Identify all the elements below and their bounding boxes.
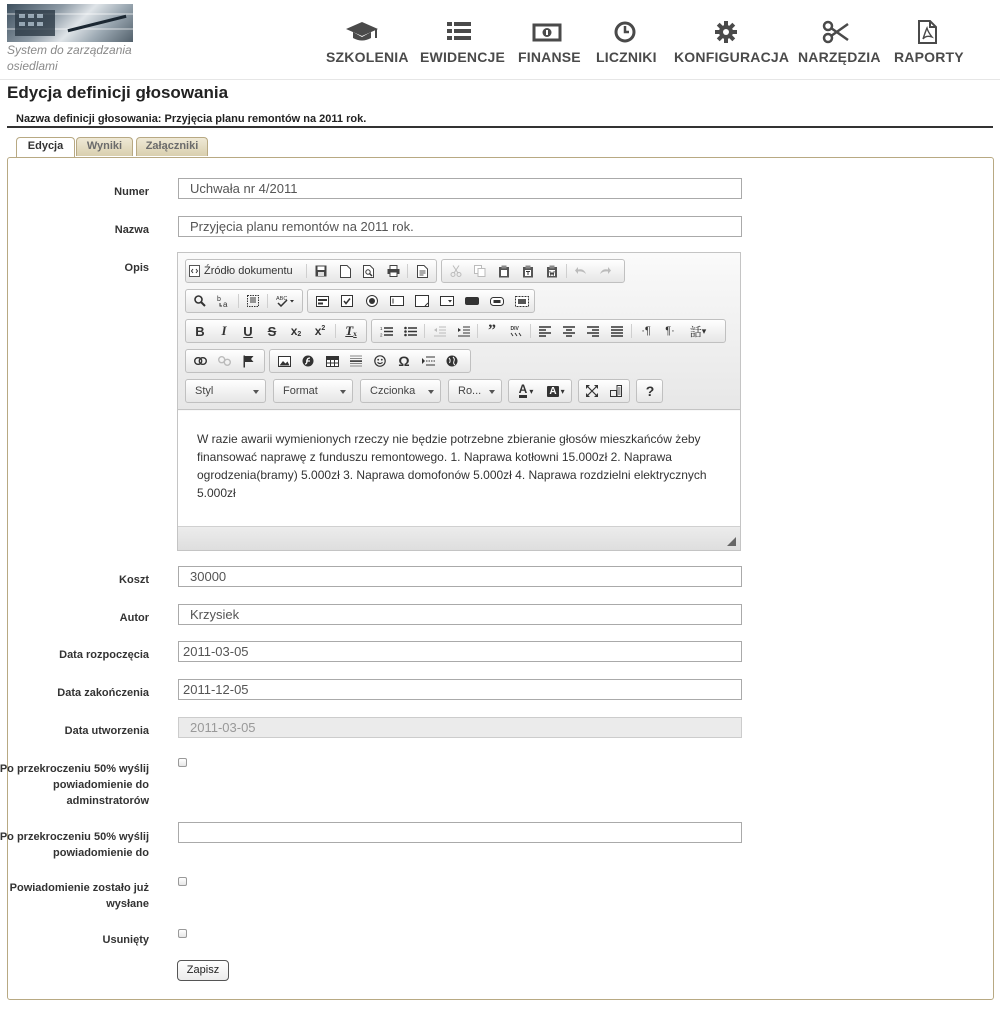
text-color-icon: A	[518, 382, 528, 396]
koszt-label: Koszt	[119, 574, 149, 586]
toolbar-group-colors	[508, 379, 572, 403]
toolbar-group-paragraph	[371, 319, 726, 343]
source-label: Źródło dokumentu	[204, 265, 293, 277]
justify-icon[interactable]	[606, 322, 628, 340]
anchor-flag-icon[interactable]	[237, 352, 259, 370]
horizontal-rule-icon[interactable]	[345, 352, 367, 370]
created-date-input: 2011-03-05	[178, 717, 742, 738]
format-dropdown[interactable]	[273, 379, 353, 403]
find-icon[interactable]	[189, 292, 211, 310]
app-tagline: System do zarządzania osiedlami	[7, 43, 132, 73]
save-icon[interactable]	[310, 262, 332, 280]
svg-text:a: a	[223, 299, 228, 308]
bold-icon[interactable]: B	[195, 323, 205, 339]
notify-admins-label: Po przekroczeniu 50% wyślij powiadomienie do adminstratorów	[0, 763, 149, 807]
background-color-icon: A	[549, 385, 557, 397]
definition-name: Nazwa definicji głosowania: Przyjęcia planu remontów na 2011 rok.	[16, 113, 367, 125]
nav-label: RAPORTY	[894, 49, 964, 65]
editor-statusbar	[178, 526, 740, 550]
notify-admins-checkbox[interactable]	[178, 758, 187, 767]
toolbar-group-document	[185, 259, 437, 283]
toolbar-group-forms	[307, 289, 535, 313]
nav-item-finanse[interactable]	[518, 20, 581, 65]
special-char-icon[interactable]: Ω	[398, 353, 410, 369]
toolbar-group-insert	[269, 349, 471, 373]
blockquote-icon[interactable]: ”	[488, 322, 496, 339]
superscript-icon[interactable]: x 2	[314, 324, 326, 338]
help-icon[interactable]: ?	[645, 383, 655, 399]
nav-item-konfiguracja[interactable]	[674, 20, 790, 65]
editor-toolbar	[178, 253, 740, 410]
gear-icon	[674, 20, 778, 44]
svg-text:1: 1	[379, 325, 383, 331]
font-dropdown[interactable]	[360, 379, 441, 403]
copy-icon[interactable]	[469, 262, 491, 280]
toolbar-group-tools	[578, 379, 630, 403]
font-size-dropdown-label: Ro...	[458, 385, 482, 397]
nav-label: LICZNIKI	[596, 49, 657, 65]
list-icon	[420, 20, 498, 44]
rich-text-editor	[177, 252, 741, 551]
tab-wyniki[interactable]: Wyniki	[76, 137, 133, 156]
language-icon[interactable]: 話 ▾	[689, 324, 707, 339]
toolbar-group-about	[636, 379, 663, 403]
page-break-icon[interactable]	[417, 352, 439, 370]
cut-icon[interactable]	[445, 262, 467, 280]
chevron-down-icon	[340, 390, 346, 394]
image-icon[interactable]	[273, 352, 295, 370]
nav-label: KONFIGURACJA	[674, 49, 790, 65]
new-page-icon[interactable]	[334, 262, 356, 280]
style-dropdown[interactable]	[185, 379, 266, 403]
paste-text-icon[interactable]	[517, 262, 539, 280]
opis-label: Opis	[124, 262, 149, 274]
font-dropdown-label: Czcionka	[370, 385, 416, 397]
end-date-label: Data zakończenia	[57, 687, 149, 699]
toolbar-group-clipboard	[441, 259, 625, 283]
align-right-icon[interactable]	[582, 322, 604, 340]
tab-edycja[interactable]: Edycja	[16, 137, 75, 157]
strikethrough-icon[interactable]: S	[267, 323, 277, 339]
ltr-icon[interactable]: ·¶	[641, 325, 651, 337]
paste-word-icon[interactable]	[541, 262, 563, 280]
created-date-label: Data utworzenia	[64, 725, 149, 737]
undo-icon[interactable]	[570, 262, 592, 280]
deleted-label: Usunięty	[102, 934, 149, 946]
select-all-icon[interactable]	[242, 292, 264, 310]
nazwa-input[interactable]: Przyjęcia planu remontów na 2011 rok.	[178, 216, 742, 237]
textarea-icon[interactable]	[411, 292, 433, 310]
notify-to-input[interactable]	[178, 822, 742, 843]
indent-icon[interactable]	[452, 322, 474, 340]
end-date-input[interactable]: 2011-12-05	[178, 679, 742, 700]
nav-label: EWIDENCJE	[420, 49, 506, 65]
source-icon	[189, 265, 200, 277]
nav-label: NARZĘDZIA	[798, 49, 881, 65]
subscript-icon[interactable]: x 2	[290, 324, 302, 338]
background-color-button[interactable]: A ▾	[549, 385, 565, 397]
italic-icon[interactable]: I	[221, 323, 227, 338]
text-field-icon[interactable]	[386, 292, 408, 310]
outdent-icon[interactable]	[428, 322, 450, 340]
redo-icon[interactable]	[594, 262, 616, 280]
iframe-icon[interactable]	[441, 352, 463, 370]
underline-icon[interactable]: U	[243, 323, 253, 339]
format-dropdown-label: Format	[283, 385, 318, 397]
autor-input[interactable]: Krzysiek	[178, 604, 742, 625]
nav-label: FINANSE	[518, 49, 581, 65]
notify-to-label: Po przekroczeniu 50% wyślij powiadomienie do	[0, 831, 149, 859]
font-size-dropdown[interactable]	[448, 379, 502, 403]
show-blocks-icon[interactable]	[605, 382, 627, 400]
rtl-icon[interactable]: ¶·	[665, 325, 675, 337]
numer-input[interactable]: Uchwała nr 4/2011	[178, 178, 742, 199]
notification-sent-label: Powiadomienie zostało już wysłane	[9, 882, 149, 910]
preview-icon[interactable]	[358, 262, 380, 280]
svg-text:2: 2	[379, 332, 383, 337]
smiley-icon[interactable]	[369, 352, 391, 370]
chevron-down-icon	[253, 390, 259, 394]
clock-icon	[596, 20, 654, 44]
svg-text:ABC: ABC	[276, 296, 288, 302]
image-button-icon[interactable]	[486, 292, 508, 310]
logo[interactable]	[7, 4, 133, 42]
paste-icon[interactable]	[493, 262, 515, 280]
select-icon[interactable]	[436, 292, 458, 310]
numer-label: Numer	[114, 186, 149, 198]
tab-zalaczniki[interactable]: Załączniki	[136, 137, 208, 156]
pdf-file-icon	[894, 20, 960, 44]
header	[0, 0, 1000, 80]
nazwa-label: Nazwa	[114, 224, 149, 236]
align-center-icon[interactable]	[558, 322, 580, 340]
replace-icon[interactable]	[213, 292, 235, 310]
maximize-icon[interactable]	[581, 382, 603, 400]
templates-icon[interactable]	[411, 262, 433, 280]
notification-sent-checkbox[interactable]	[178, 877, 187, 886]
page-title: Edycja definicji głosowania	[7, 83, 229, 102]
text-color-button[interactable]: A ▾	[518, 382, 534, 396]
flash-icon[interactable]	[297, 352, 319, 370]
nav-item-narzedzia[interactable]	[798, 20, 881, 65]
form-icon[interactable]	[311, 292, 333, 310]
edit-form-panel	[0, 157, 994, 1000]
title-divider	[7, 126, 993, 128]
checkbox-icon[interactable]	[336, 292, 358, 310]
resize-grip-icon[interactable]	[727, 537, 736, 546]
source-button[interactable]	[189, 262, 297, 280]
hidden-field-icon[interactable]	[511, 292, 533, 310]
start-date-input[interactable]: 2011-03-05	[178, 641, 742, 662]
nav-item-liczniki[interactable]	[596, 20, 657, 65]
autor-label: Autor	[119, 612, 149, 624]
nav-item-szkolenia[interactable]	[326, 20, 409, 65]
editor-content[interactable]: W razie awarii wymienionych rzeczy nie będzie potrzebne zbieranie głosów mieszkańców żeby finansować naprawę z funduszu remontowego. 1. Naprawa kotłowni 15.000zł 2. Naprawa ogrodzenia(bramy) 5.000zł 3. Naprawa domofonów 5.000zł 4. Naprawa rozdzielni elektrycznych 5.000zł	[178, 411, 740, 526]
toolbar-group-editing	[185, 289, 303, 313]
radio-icon[interactable]	[361, 292, 383, 310]
deleted-checkbox[interactable]	[178, 929, 187, 938]
chevron-down-icon	[428, 390, 434, 394]
money-icon	[518, 20, 576, 44]
numbered-list-icon[interactable]	[375, 322, 397, 340]
start-date-label: Data rozpoczęcia	[59, 649, 149, 661]
style-dropdown-label: Styl	[195, 385, 214, 397]
print-icon[interactable]	[382, 262, 404, 280]
unlink-icon[interactable]	[213, 352, 235, 370]
svg-text:b: b	[217, 295, 221, 303]
svg-text:DIV: DIV	[510, 325, 519, 332]
remove-format-icon[interactable]: T x	[345, 323, 357, 338]
chevron-down-icon	[489, 390, 495, 394]
save-button[interactable]: Zapisz	[177, 960, 229, 981]
spellcheck-icon[interactable]	[272, 292, 300, 310]
bulleted-list-icon[interactable]	[399, 322, 421, 340]
link-icon[interactable]	[189, 352, 211, 370]
koszt-input[interactable]: 30000	[178, 566, 742, 587]
scissors-icon	[798, 20, 874, 44]
nav-item-ewidencje[interactable]	[420, 20, 506, 65]
align-left-icon[interactable]	[534, 322, 556, 340]
toolbar-group-basicstyles	[185, 319, 367, 343]
table-icon[interactable]	[321, 352, 343, 370]
nav-item-raporty[interactable]	[894, 20, 964, 65]
toolbar-group-links	[185, 349, 265, 373]
button-icon[interactable]	[461, 292, 483, 310]
nav-label: SZKOLENIA	[326, 49, 409, 65]
graduation-cap-icon	[326, 20, 398, 44]
div-container-icon[interactable]	[505, 322, 527, 340]
